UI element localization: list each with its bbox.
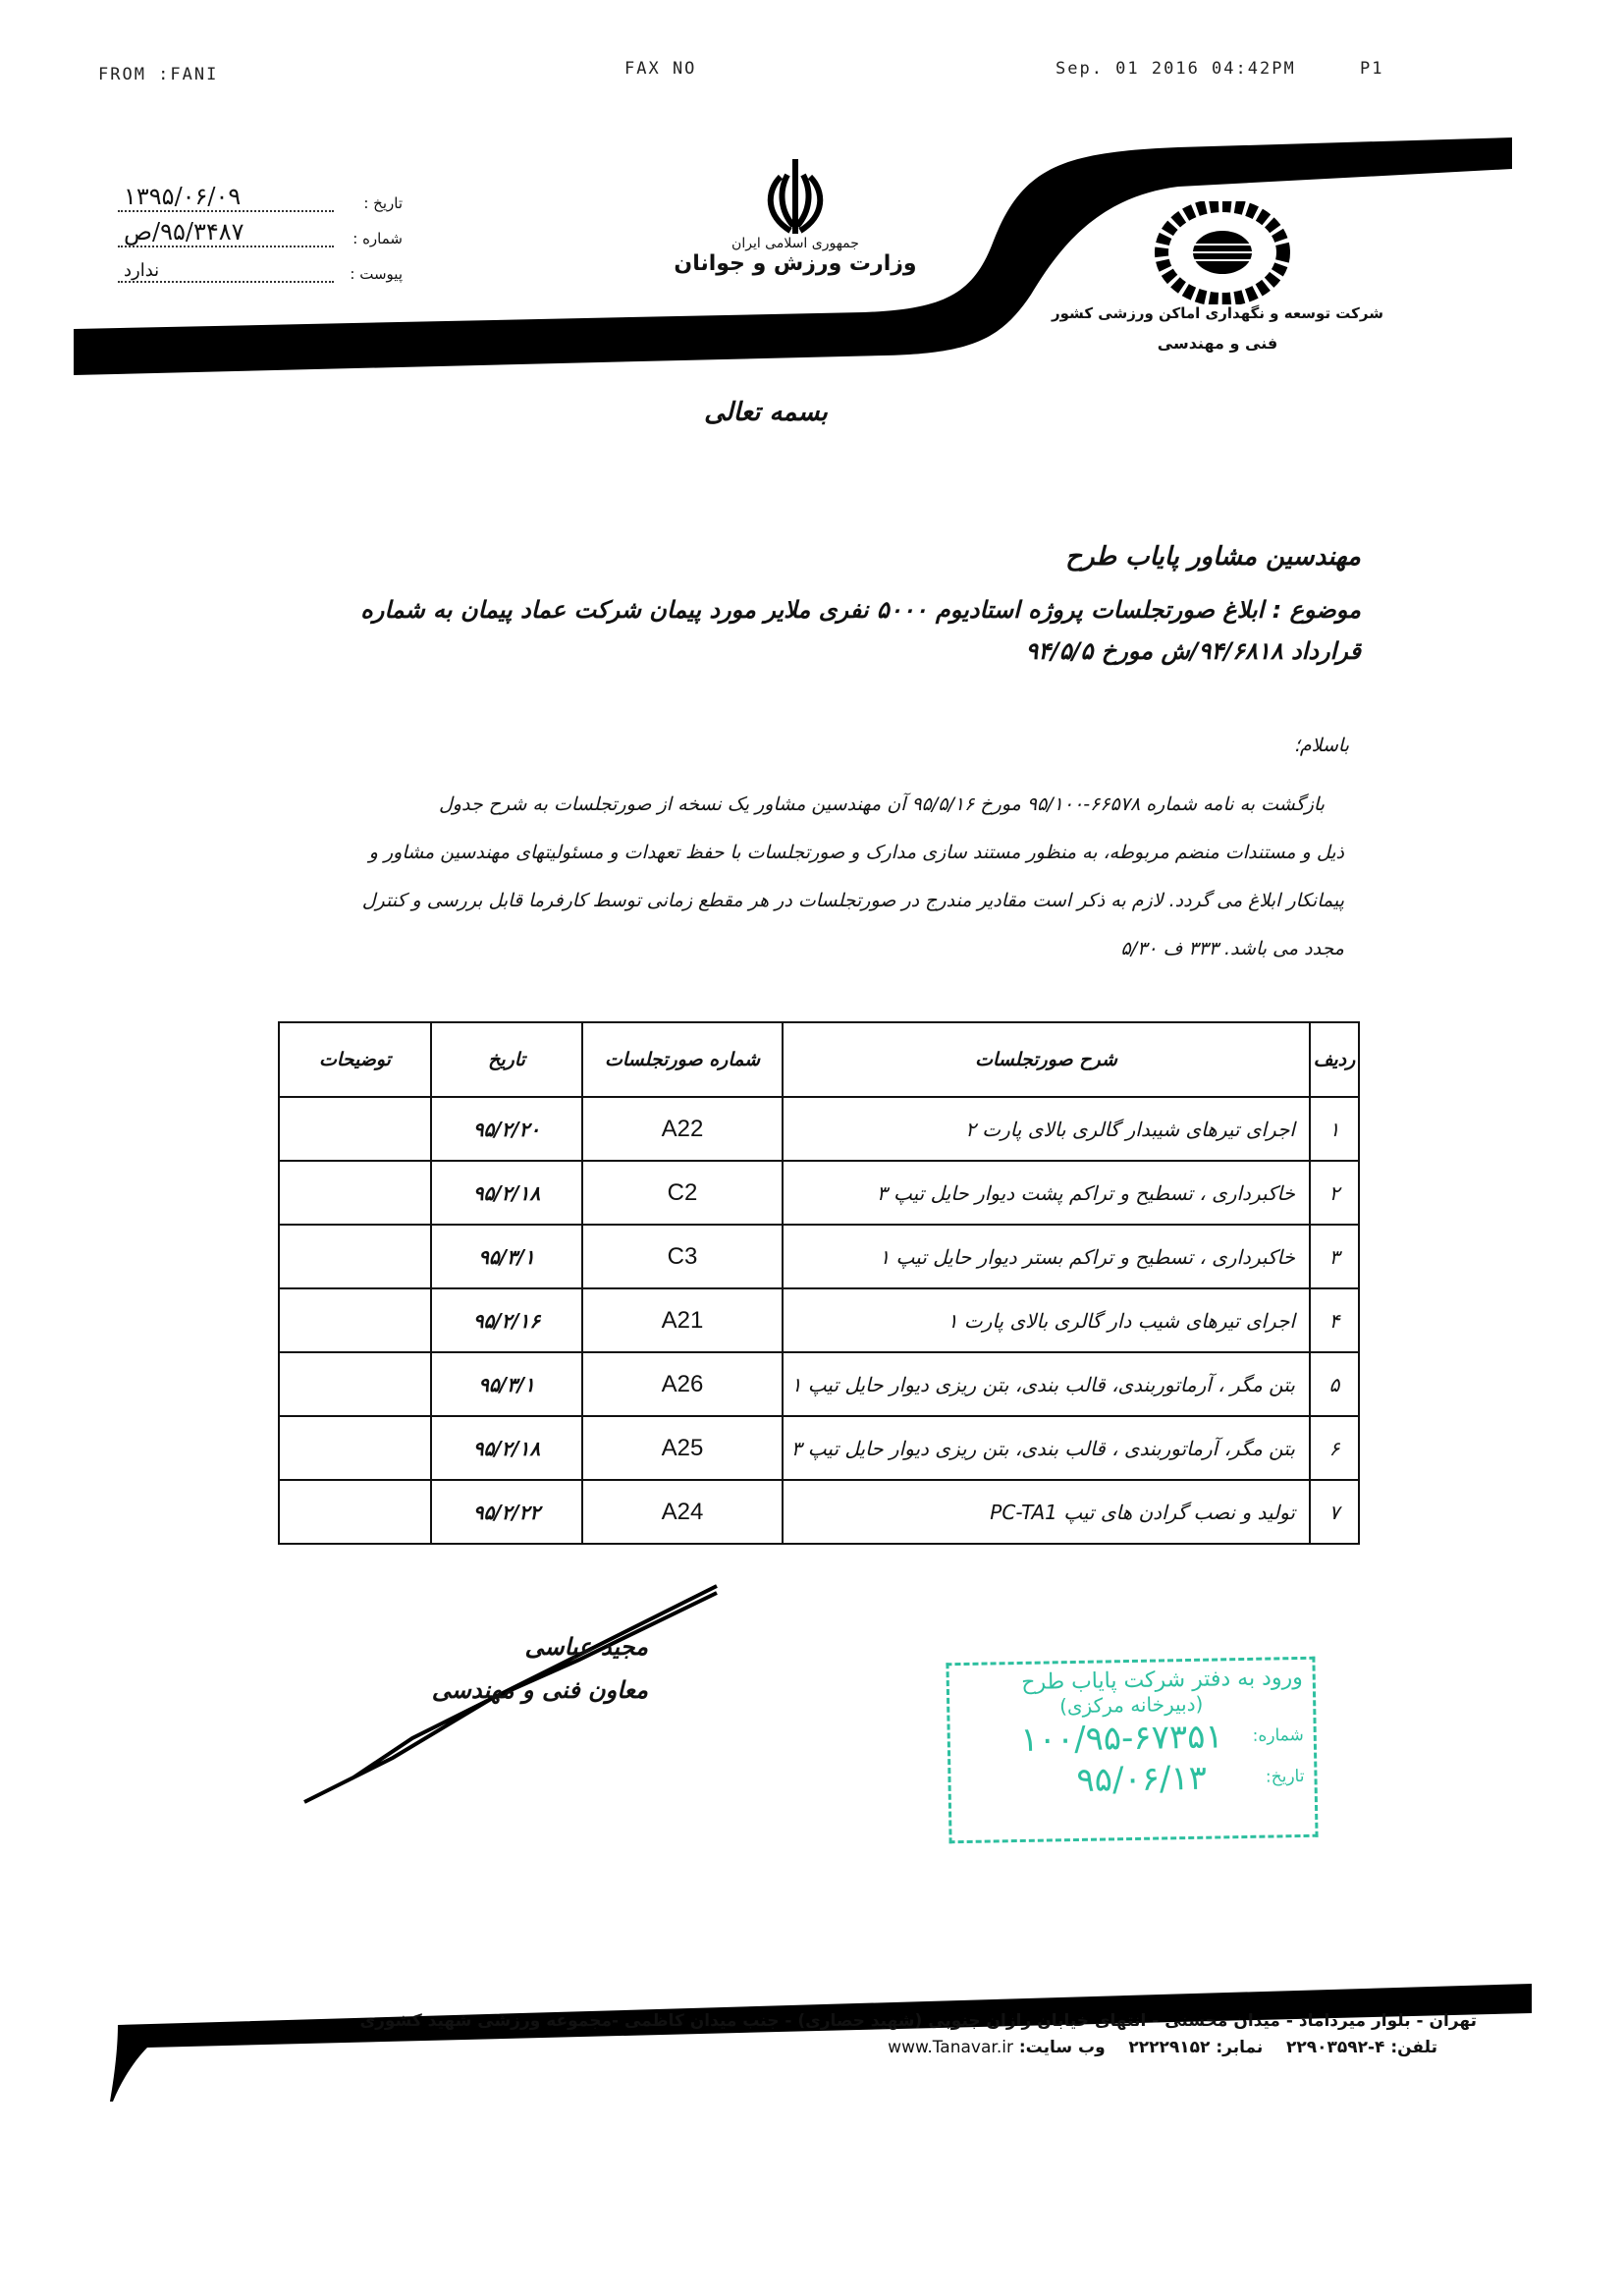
row-minutes-number: A21 — [582, 1288, 783, 1352]
row-notes — [279, 1480, 431, 1544]
fax-timestamp: Sep. 01 2016 04:42PM — [1056, 59, 1296, 79]
ministry-block — [638, 236, 952, 276]
row-number: ۳ — [1310, 1225, 1359, 1288]
fax-number: FAX NO — [624, 59, 697, 79]
company-department: فنی و مهندسی — [1157, 334, 1278, 353]
footer-address: تهران - بلوار میرداماد - میدان محسنی - انتهای خیابان رازان جنوبی (شهید حصاری) - جنب میدان کاظمی -مجموعه ورزشی شهید کشوری — [359, 2011, 1477, 2031]
row-number: ۴ — [1310, 1288, 1359, 1352]
table-row — [279, 1161, 1359, 1225]
body-line: پیمانکار ابلاغ می گردد. لازم به ذکر است مقادیر مندرج در صورتجلسات در هر مقطع زمانی توسط کارفرما قابل بررسی و کنترل — [361, 890, 1344, 911]
iran-emblem-icon — [761, 157, 830, 236]
row-date: ۹۵/۲/۱۸ — [431, 1416, 582, 1480]
row-number: ۱ — [1310, 1097, 1359, 1161]
receipt-stamp — [946, 1657, 1318, 1844]
letter-meta — [118, 177, 403, 283]
minutes-table — [278, 1021, 1360, 1545]
row-number: ۷ — [1310, 1480, 1359, 1544]
row-minutes-number: A24 — [582, 1480, 783, 1544]
stamp-date-value: ۹۵/۰۶/۱۳ — [1076, 1758, 1208, 1800]
row-notes — [279, 1352, 431, 1416]
row-minutes-number: A25 — [582, 1416, 783, 1480]
attachment-value: ندارد — [118, 260, 334, 283]
col-header-notes: توضیحات — [279, 1022, 431, 1097]
attachment-label: پیوست : — [350, 265, 403, 283]
table-row — [279, 1288, 1359, 1352]
company-block — [1041, 304, 1394, 353]
row-description: تولید و نصب گرادن های تیپ PC-TA1 — [783, 1480, 1310, 1544]
row-date: ۹۵/۲/۱۶ — [431, 1288, 582, 1352]
signature-block — [393, 1625, 648, 1712]
stamp-line2: (دبیرخانه مرکزی) — [1058, 1691, 1204, 1719]
row-number: ۲ — [1310, 1161, 1359, 1225]
row-minutes-number: C2 — [582, 1161, 783, 1225]
greeting: باسلام؛ — [1293, 735, 1349, 756]
row-notes — [279, 1097, 431, 1161]
body-line: ذیل و مستندات منضم مربوطه، به منظور مستند سازی مدارک و صورتجلسات با حفظ تعهدات و مسئولیتهای مهندسین مشاور و — [368, 842, 1344, 863]
signatory-title: معاون فنی و مهندسی — [431, 1676, 648, 1704]
row-date: ۹۵/۳/۱ — [431, 1225, 582, 1288]
number-label: شماره : — [352, 230, 403, 247]
subject-line: موضوع : ابلاغ صورتجلسات پروژه استادیوم ۵۰۰۰ نفری ملایر مورد پیمان شرکت عماد پیمان به شماره — [360, 596, 1361, 624]
ministry-country: جمهوری اسلامی ایران — [731, 236, 859, 251]
row-notes — [279, 1288, 431, 1352]
table-row — [279, 1416, 1359, 1480]
company-logo-icon — [1154, 201, 1291, 304]
row-notes — [279, 1225, 431, 1288]
body-line: مجدد می باشد. ۳۳۳ ف ۵/۳۰ — [1120, 938, 1344, 959]
ministry-name: وزارت ورزش و جوانان — [674, 251, 917, 276]
table-header-row — [279, 1022, 1359, 1097]
fax-page: P1 — [1360, 59, 1384, 79]
addressee: مهندسین مشاور پایاب طرح — [1065, 542, 1361, 572]
row-date: ۹۵/۳/۱ — [431, 1352, 582, 1416]
body-paragraph — [254, 781, 1344, 973]
row-date: ۹۵/۲/۲۲ — [431, 1480, 582, 1544]
row-description: خاکبرداری ، تسطیح و تراکم بستر دیوار حایل تیپ ۱ — [783, 1225, 1310, 1288]
company-name: شرکت توسعه و نگهداری اماکن ورزشی کشور — [1052, 304, 1383, 322]
footer-website[interactable]: www.Tanavar.ir — [888, 2038, 1013, 2057]
row-minutes-number: A22 — [582, 1097, 783, 1161]
stamp-number-label: شماره: — [1252, 1724, 1304, 1746]
footer-address-block — [249, 2008, 1477, 2061]
fax-from: FROM :FANI — [98, 65, 219, 84]
stamp-date-label: تاریخ: — [1265, 1766, 1305, 1787]
subject-line: قرارداد ۹۴/۶۸۱۸/ش مورخ ۹۴/۵/۵ — [1025, 637, 1361, 665]
col-header-row-number: ردیف — [1310, 1022, 1359, 1097]
stamp-line1: ورود به دفتر شرکت پایاب طرح — [1021, 1665, 1303, 1695]
row-description: اجرای تیرهای شیب دار گالری بالای پارت ۱ — [783, 1288, 1310, 1352]
date-label: تاریخ : — [363, 194, 403, 212]
row-notes — [279, 1416, 431, 1480]
footer-phone: تلفن: ۴-۲۲۹۰۳۵۹۲ — [1285, 2038, 1437, 2057]
table-row — [279, 1225, 1359, 1288]
row-description: خاکبرداری ، تسطیح و تراکم پشت دیوار حایل تیپ ۳ — [783, 1161, 1310, 1225]
col-header-description: شرح صورتجلسات — [783, 1022, 1310, 1097]
signatory-name: مجید عباسی — [524, 1633, 648, 1661]
row-date: ۹۵/۲/۲۰ — [431, 1097, 582, 1161]
col-header-date: تاریخ — [431, 1022, 582, 1097]
row-notes — [279, 1161, 431, 1225]
row-date: ۹۵/۲/۱۸ — [431, 1161, 582, 1225]
body-line: بازگشت به نامه شماره ۶۶۵۷۸-۹۵/۱۰۰ مورخ ۹۵/۵/۱۶ آن مهندسین مشاور یک نسخه از صورتجلسات به شرح جدول — [438, 793, 1325, 815]
row-minutes-number: C3 — [582, 1225, 783, 1288]
col-header-minutes-number: شماره صورتجلسات — [582, 1022, 783, 1097]
row-number: ۵ — [1310, 1352, 1359, 1416]
subject — [232, 589, 1361, 672]
row-number: ۶ — [1310, 1416, 1359, 1480]
table-row — [279, 1352, 1359, 1416]
invocation: بسمه تعالی — [704, 398, 828, 427]
date-value: ۱۳۹۵/۰۶/۰۹ — [118, 183, 334, 212]
footer-website-label: وب سایت: — [1018, 2038, 1106, 2057]
stamp-number-value: ۱۰۰/۹۵-۶۷۳۵۱ — [1020, 1717, 1224, 1760]
table-row — [279, 1097, 1359, 1161]
row-description: بتن مگر، آرماتوربندی ، قالب بندی، بتن ریزی دیوار حایل تیپ ۳ — [783, 1416, 1310, 1480]
row-description: اجرای تیرهای شیبدار گالری بالای پارت ۲ — [783, 1097, 1310, 1161]
footer-fax: نمابر: ۲۲۲۲۹۱۵۲ — [1128, 2038, 1264, 2057]
row-description: بتن مگر ، آرماتوربندی، قالب بندی، بتن ریزی دیوار حایل تیپ ۱ — [783, 1352, 1310, 1416]
table-row — [279, 1480, 1359, 1544]
row-minutes-number: A26 — [582, 1352, 783, 1416]
number-value: ۹۵/۳۴۸۷/ص — [118, 218, 334, 247]
